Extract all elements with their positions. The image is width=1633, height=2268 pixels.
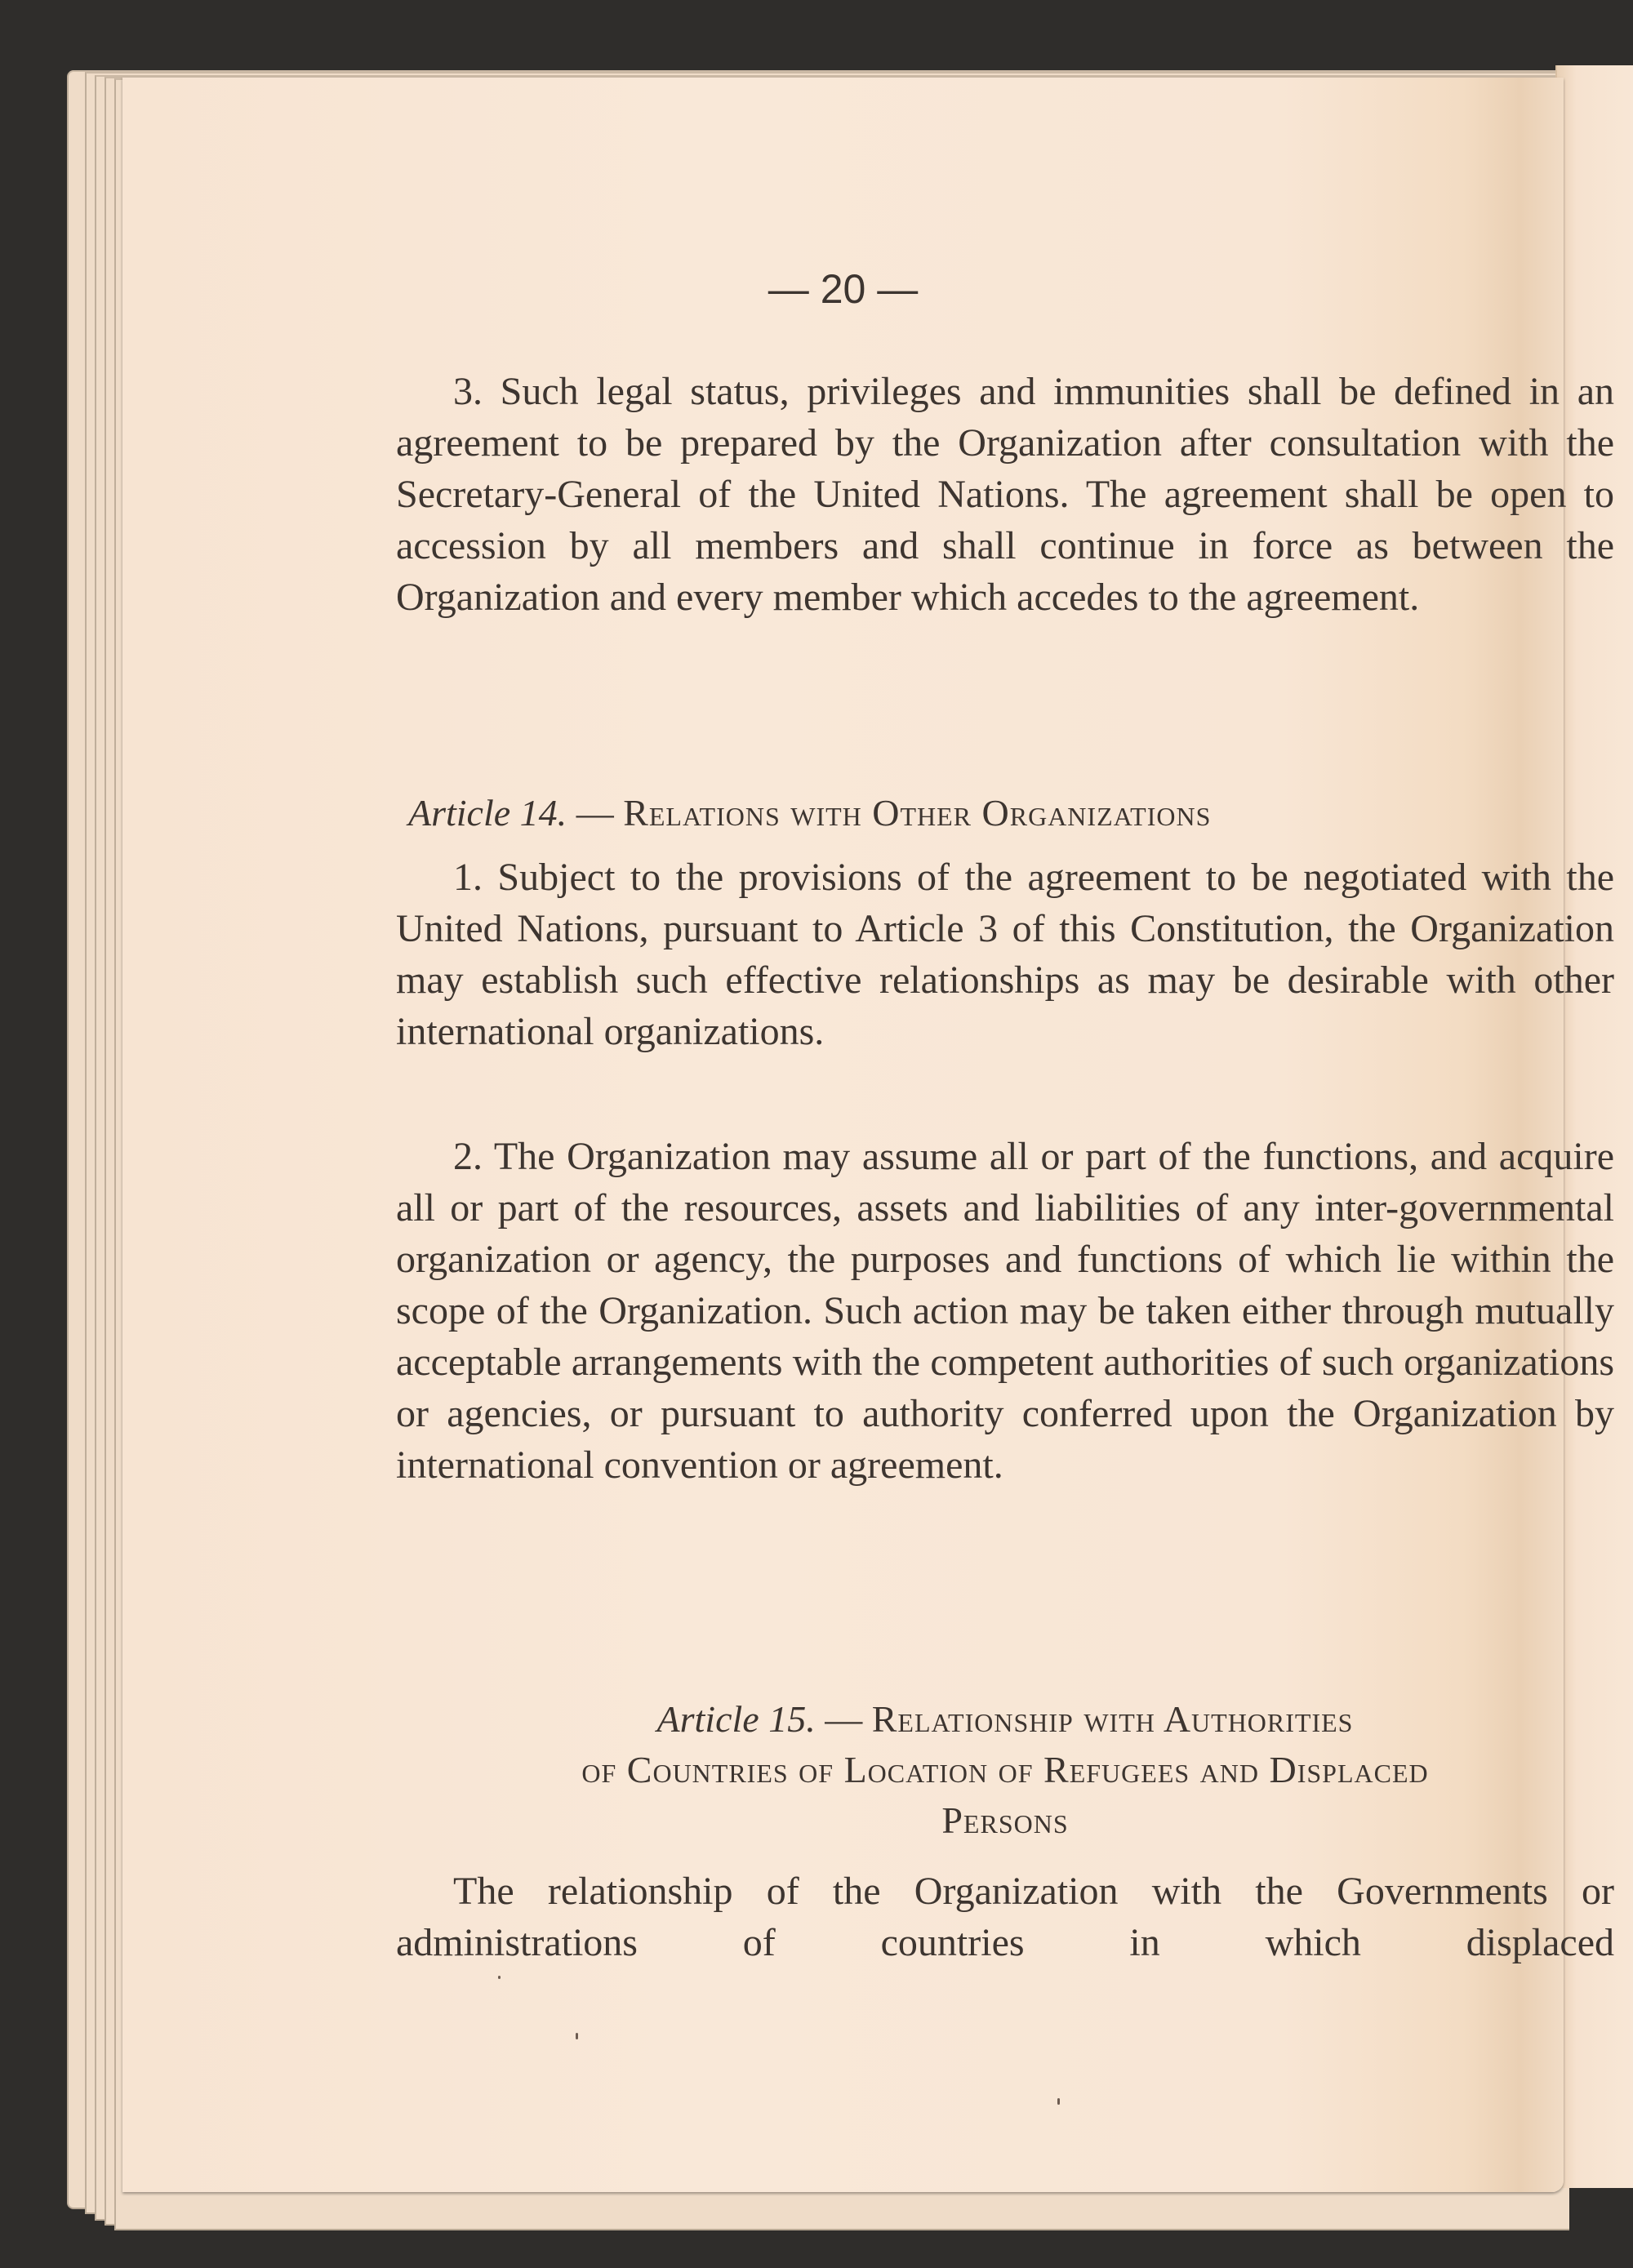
article-title-line-1: Relationship with Authorities	[871, 1698, 1354, 1740]
article-heading-line-3	[396, 1795, 1614, 1846]
article-14-heading	[396, 788, 1614, 838]
article-15-paragraph	[396, 1866, 1614, 1968]
paragraph	[396, 366, 1614, 623]
paragraph-text: Such legal status, privileges and immunities shall be defined in an agreement to be prepared by the Organization after consultation with the Secretary-General of the United Nations. The agreement shall be open to accession by all members and shall continue in force as between the Organization and every member which accedes to the agreement.	[396, 370, 1615, 619]
article-title-line-2: of Countries of Location of Refugees and Displaced	[581, 1749, 1429, 1790]
paragraph-number: 2.	[453, 1135, 483, 1178]
heading-dash: —	[567, 792, 624, 834]
paragraph	[396, 852, 1614, 1057]
paragraph	[396, 1131, 1614, 1491]
paragraph-text: The Organization may assume all or part of the functions, and acquire all or part of the resources, assets and liabilities of any inter-governmental organization or agency, the purposes and functions of which lie within the scope of the Organization. Such action may be taken either through mutually acceptable arrangements with the competent authorities of such organizations or agencies, or pursuant to authority conferred upon the Organization by international convention or agreement.	[396, 1135, 1614, 1487]
article-title-line-3: Persons	[941, 1799, 1069, 1841]
article-14-paragraph-2	[396, 1131, 1614, 1491]
article-heading-line-2	[396, 1745, 1614, 1795]
paper-speck	[1057, 2098, 1060, 2105]
article-13-paragraph-3	[396, 366, 1614, 623]
paragraph	[396, 1866, 1614, 1968]
paper-speck	[576, 2033, 578, 2039]
article-heading	[396, 1694, 1614, 1745]
article-label: Article 14.	[408, 792, 567, 834]
paper-speck	[498, 1976, 501, 1979]
paragraph-number: 1.	[453, 856, 483, 899]
article-heading	[396, 788, 1614, 838]
paragraph-text: Subject to the provisions of the agreement to be negotiated with the United Nations, pursuant to Article 3 of this Constitution, the Organization may establish such effective relationships as may be desirable with other international organizations.	[396, 856, 1614, 1053]
paragraph-text: The relationship of the Organization with the Governments or administrations of countries in which displaced	[396, 1870, 1614, 1964]
article-label: Article 15.	[656, 1698, 816, 1740]
article-14-paragraph-1	[396, 852, 1614, 1057]
page-number: — 20 —	[768, 266, 919, 312]
document-page	[122, 78, 1615, 2192]
heading-dash: —	[815, 1698, 872, 1740]
paragraph-number: 3.	[453, 370, 483, 413]
article-title: Relations with Other Organizations	[623, 792, 1212, 834]
article-15-heading	[396, 1694, 1614, 1846]
